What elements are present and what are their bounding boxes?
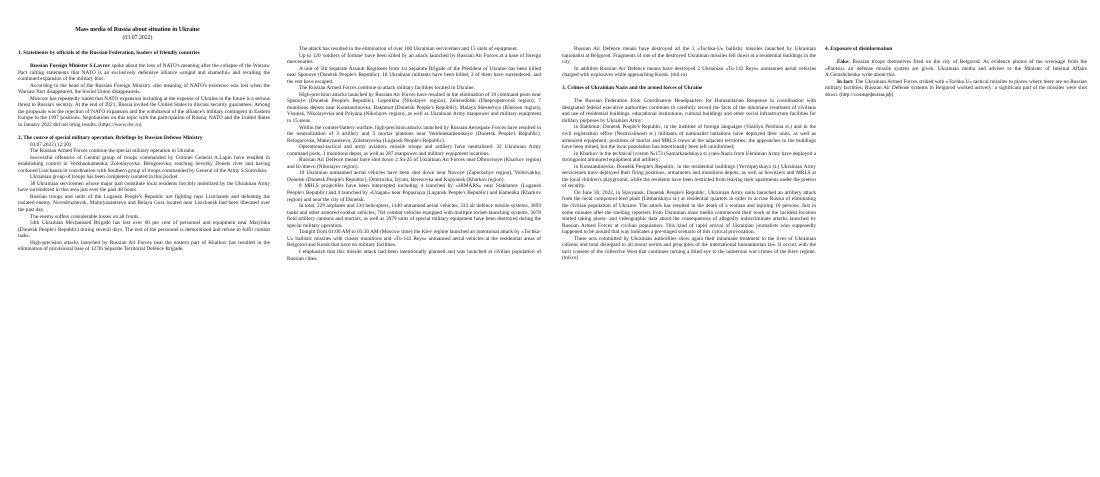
paragraph: The Russian Federation Joint Coordination Headquarters for Humanitarian Response in coordination with designated federal executive authorities continues to carefully record the facts of the inhumane treatment of civilians and use of residential buildings, educational institutions, cultural buildings and other social infrastructure facilities for military purposes by Ukrainian Army: — [562, 98, 816, 124]
page-4 — [825, 0, 1100, 477]
page-2 — [275, 0, 550, 477]
paragraph: in Kharkov in the technical lyceum №173 (Samarkandskaya st.) neo-Nazis from Ukrainian Army have deployed a strongpoint armoured equipment and artillery; — [562, 150, 816, 164]
paragraph: Russian Air Defence means have destroyed all the 3 «Tochka-U» ballistic missiles launched by Ukrainian nationalist at Belgorod. Fragments of one of the destroyed Ukrainian missiles fell down at a residential buildings in the city. — [562, 46, 816, 66]
fake-label: Fake: — [837, 59, 850, 66]
paragraph: In total, 229 airplanes and 134 helicopters, 1440 unmanned aerial vehicles, 333 air defence missile systems, 3893 tanks and other armored combat vehicles, 704 combat vehicles equipped with multiple rocket-launching systems, 3078 field artillery cannons and mortars, as well as 3979 units of special military equipment have been destroyed during the special military operation. — [287, 203, 541, 229]
paragraph: The attack has resulted in the elimination of over 100 Ukrainian servicemen and 15 units of equipment. — [299, 46, 519, 52]
paragraph-fact: In fact: The Ukrainian Armed Forces striked with «Tochka U» tactical missiles to places where there are no Russian military facilities. Russian Air Defense systems in Belgorod worked actively: a significant part of the missiles were shot down. (http://солнцефильм.рф) — [825, 78, 1087, 98]
column-3 — [562, 46, 816, 262]
paragraph: According to the head of the Russian Foreign Ministry «the meaning of NATO's existence was lost when the Warsaw Pact disappeared, the Soviet Union disappeared». — [18, 82, 270, 96]
paragraph: 10 Ukrainian unmanned aerial vehicles have been shot down near Novoye (Zaporozhye region), Volnovakha, Donetsk (Donetsk People's Republic), Dmitrovka, Izyum, Berezovka and Kupyansk (Kharkov region). — [287, 170, 541, 183]
bold-lead: Russian Foreign Minister S.Lavrov — [30, 63, 111, 70]
page-1 — [0, 0, 275, 477]
paragraph: The Russian Armed Forces continue to attack military facilities located in Ukraine. — [299, 85, 475, 92]
section-heading-3: 3. Crimes of Ukrainian Nazis and the armed forces of Ukraine — [562, 85, 703, 92]
paragraph: in Bakhmut, Donetsk People's Republic, in the institute of foreign languages (Vasiliya Pershina st.) and in the civil registration office (Nezavisimosti st.) militants of nationalist battalions have deployed their units, as well as armoured equipment, positions of mortar and MRLS crews at the adjacent territories, the approaches to the buildings have been mined, but the local population has intentionally been left uninformed; — [562, 124, 816, 151]
paragraph: in Konstantinovka, Donetsk People's Republic, in the residential buildings (Yevropeyskaya st.) Ukrainian Army servicemen have deployed their firing positions, armaments and munitions depots, as well as howitzers and MRLS at the local children's playground, while the residents have been restricted from leaving their apartments under the pretext of security. — [562, 163, 816, 190]
column-1 — [18, 50, 270, 253]
paragraph: Tonight from 01:00 AM to 03:30 AM (Moscow time) the Kiev regime launched an intentional attack by «Tochka-U» ballistic missiles with cluster munitions and «Tu-143 Reys» unmanned aerial vehicles at the residential areas of Belgorod and Kursk that have no military facilities. — [287, 229, 541, 249]
paragraph: Russian Foreign Minister S.Lavrov spoke about the loss of NATO's meaning after the collapse of the Warsaw Pact calling statements that NATO is an exclusively defensive alliance «stupid and shameful» and recalling the continued expansion of the military bloc. — [18, 63, 270, 83]
page-3 — [550, 0, 825, 477]
paragraph: Successful offensive of Central group of troops commanded by Colonel General A.Lapin have resulted in establishing control in Verkhnokamenka, Zolotaryovka, Belogorovka, reaching Severky Donets river and having cordoned Lisichansk in coordination with Southern group of troops commanded by General of the Army S.Surovikin. — [18, 154, 270, 174]
document-date: (03.07.2022) — [122, 35, 153, 41]
column-4 — [825, 46, 1087, 98]
paragraph: 03.07.2022 (12:20) — [30, 141, 71, 148]
paragraph: Up to 120 'soldiers of fortune' have been killed by an attack launched by Russian Air Forces at a base of foreign mercenaries. — [287, 52, 541, 66]
section-heading-4: 4. Exposure of disinformation — [825, 46, 893, 52]
paragraph: A unit of 5th Separate Assault Regiment from 1st Separate Brigade of the President of Ukraine has been killed near Sponoye (Donetsk People's Republic). 18 Ukrainian militants have been killed, 2 of them have surrendered, and the rest have escaped. — [287, 65, 541, 85]
paragraph: High-precision attacks launched by Russian Air Forces near the eastern part of Kharkov has resulted in the elimination of provisional base of 127th Separate Territorial Defence Brigade. — [18, 239, 270, 253]
paragraph: Russian troops and units of the Lugansk People's Republic are fighting near Lisichansk and defeating the isolated enemy. Novodruzhevsk, Maloryazantsevo and Belaya Gora located near Lisichansk had been liberated over the past day. — [18, 193, 270, 214]
section-heading-2: 2. The course of special military operation. Briefings by Russian Defense Ministry — [18, 135, 203, 142]
paragraph: The Russian Armed Forces continue the special military operation in Ukraine. — [30, 148, 196, 155]
paragraph: 54th Ukrainian Mechanized Brigade has lost over 60 per cent of personnel and equipment near Maryinka (Donetsk People's Republic) during several days. The rest of the personnel is demoralized and refuse to fulfil combat tasks. — [18, 220, 270, 240]
document-title: Mass media of Russia about situation in Ukraine — [75, 27, 200, 33]
column-2 — [287, 46, 541, 262]
paragraph: Operational-tactical and army aviation, missile troops and artillery have neutralized: 32 Ukrainian Army command posts, 3 munitions depot, as well as 287 manpower and military equipment locations. — [287, 144, 541, 157]
paragraph: Ukrainian group of troops has been completely isolated in this pocket. — [30, 174, 179, 181]
fact-label: In fact: — [837, 78, 854, 85]
paragraph: Moscow has repeatedly stated that NATO expansion including at the expense of Ukraine in the future is a serious threat to Russia's security. At the end of 2021, Russia invited the United States to discuss security guarantees. Among the proposals was the rejection of NATO expansion and the withdrawal of the alliance's military contingent in Eastern Europe to the 1997 positions. Negotiations on this topic with the participation of Russia, NATO and the United States in January 2022 did not bring results. (https://www.rbc.ru) — [18, 95, 270, 128]
paragraph: These acts committed by Ukrainian authorities show again their inhumane treatment to the lives of Ukrainian citizens and total disregard to all moral norms and principles of the international humanitarian law. It occurs with the tacit consent of the collective West that continues turning a blind eye to the numerous war crimes of the Kiev regime. (mil.ru) — [562, 235, 816, 262]
paragraph: The enemy suffers considerable losses on all fronts. — [30, 213, 140, 220]
paragraph: 8 MRLS projectiles have been intercepted including 4 launched by «HIMARS» near Stakhanov (Lugansk People's Republic) and 4 launched by «Uragan» near Popasnaya (Lugansk People's Republic) and Kamenka (Kharkov region) and near the city of Donetsk. — [287, 183, 541, 203]
paragraph: 38 Ukrainian servicemen whose major part constitute local residents forcibly mobilized by the Ukrainian Army have surrendered in this area just over the past 48 hours. — [18, 180, 270, 194]
section-heading-1: 1. Statements by officials of the Russian Federation, leaders of friendly countries — [18, 50, 200, 56]
paragraph: High-precision attacks launched by Russian Air Forces have resulted in the elimination of 10 command posts near Sponoye (Donetsk People's Republic), Lepetikha (Nikolayev region), Zelenodolsk (Dnepropetrovsk region), 7 munitions depots near Konstantinovka, Bakhmut (Donetsk People's Republic), Malaya Shesternya (Kherson region), Visunsk, Nikolayevka and Polyana (Nikolayev region), as well as Ukrainian Army manpower and military equipment in 15 areas. — [287, 91, 541, 125]
paragraph: I emphasize that this missile attack had been intentionally planned and was launched at civilian population of Russian cities. — [287, 248, 541, 262]
paragraph: Within the counter-battery warfare, high-precision attacks launched by Russian Aerospace Forces have resulted in the neutralization of 3 artillery and 5 mortar platoons near Verkhnekamenskoye (Donetsk People's Republic), Belogorovka, Makeyzantsevo, Zolotaryovka (Lugansk People's Republic). — [287, 124, 541, 144]
paragraph: On June 30, 2022, in Slavyansk, Donetsk People's Republic, Ukrainian Army units launched an artillery attack from the local compound feed plant (Litmanskaya st.) at residential quarters in order to accuse Russia of eliminating the civilian population of Ukraine. The attack has resulted in the death of a woman and injuring 10 persons. Just in some minutes after the shelling reporters from Ukrainian mass media commenced their work at the incident location started taking photo- and videographic data about the consequences of allegedly indiscriminate attacks launched by Russian Armed Forces at civilian population. This kind of rapid arrival of Ukrainian journalists who supposedly happened to be around that way indicates a pre-staged scenario of this cynical provocation. — [562, 189, 816, 236]
paragraph-fake: Fake: Russian troops themselves fired on the city of Belgorod. As evidence photos of the wreckage from the «Pantsir» air defense missile system are given. Ukrainian media and adviser to the Minister of Internal Affairs A.Gerashchenko write about this. — [825, 59, 1087, 79]
paragraph: In addition Russian Air Defence means have destroyed 2 Ukrainian «Tu-143 Reys» unmanned aerial vehicles charged with explosives while approaching Kursk. (mil.ru) — [562, 65, 816, 79]
paragraph: Russian Air Defence means have shot down 2 Su-25 of Ukrainian Air Forces near Dibrovnoye (Kharkov region) and Kvitnevo (Nikolayev region). — [287, 157, 541, 170]
